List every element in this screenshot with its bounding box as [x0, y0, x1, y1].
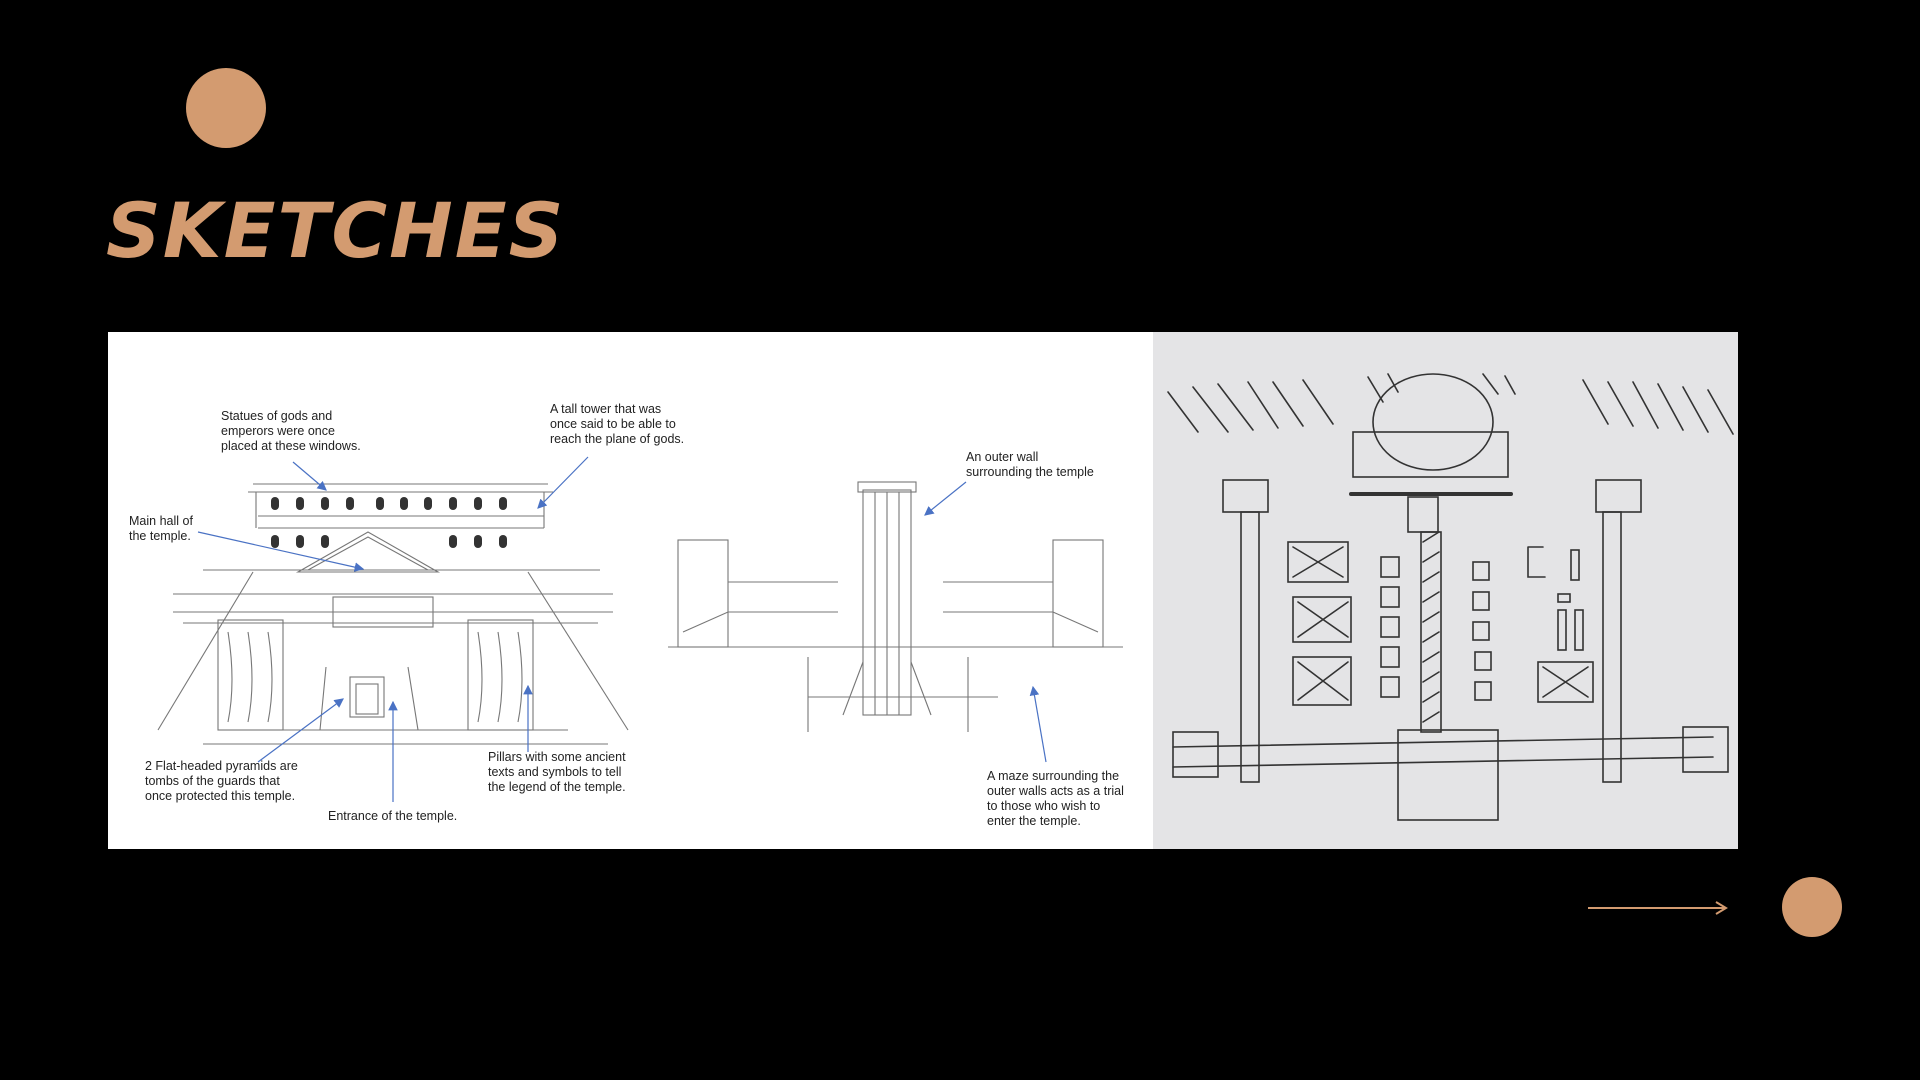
annotation-tower: A tall tower that was once said to be able to reach the plane of gods. [550, 402, 685, 446]
annotation-main-hall: Main hall of the temple. [129, 514, 193, 543]
hand-drawn-temple-plan [1153, 332, 1738, 849]
annotation-pillars: Pillars with some ancient texts and symbols to tell the legend of the temple. [488, 750, 626, 794]
right-arrow-icon[interactable] [1588, 898, 1730, 918]
annotation-outer-wall: An outer wall surrounding the temple [966, 450, 1094, 479]
annotated-sketch-image [108, 332, 1153, 849]
annotation-maze: A maze surrounding the outer walls acts as a trial to those who wish to enter the temple. [987, 769, 1124, 828]
decorative-circle-top [186, 68, 266, 148]
annotation-pyramids: 2 Flat-headed pyramids are tombs of the guards that once protected this temple. [145, 759, 298, 803]
pencil-sketch-photo [1153, 332, 1738, 849]
annotation-statues: Statues of gods and emperors were once placed at these windows. [221, 409, 361, 453]
annotation-entrance: Entrance of the temple. [328, 809, 458, 823]
slide-title: SKETCHES [106, 186, 566, 275]
decorative-circle-bottom [1782, 877, 1842, 937]
